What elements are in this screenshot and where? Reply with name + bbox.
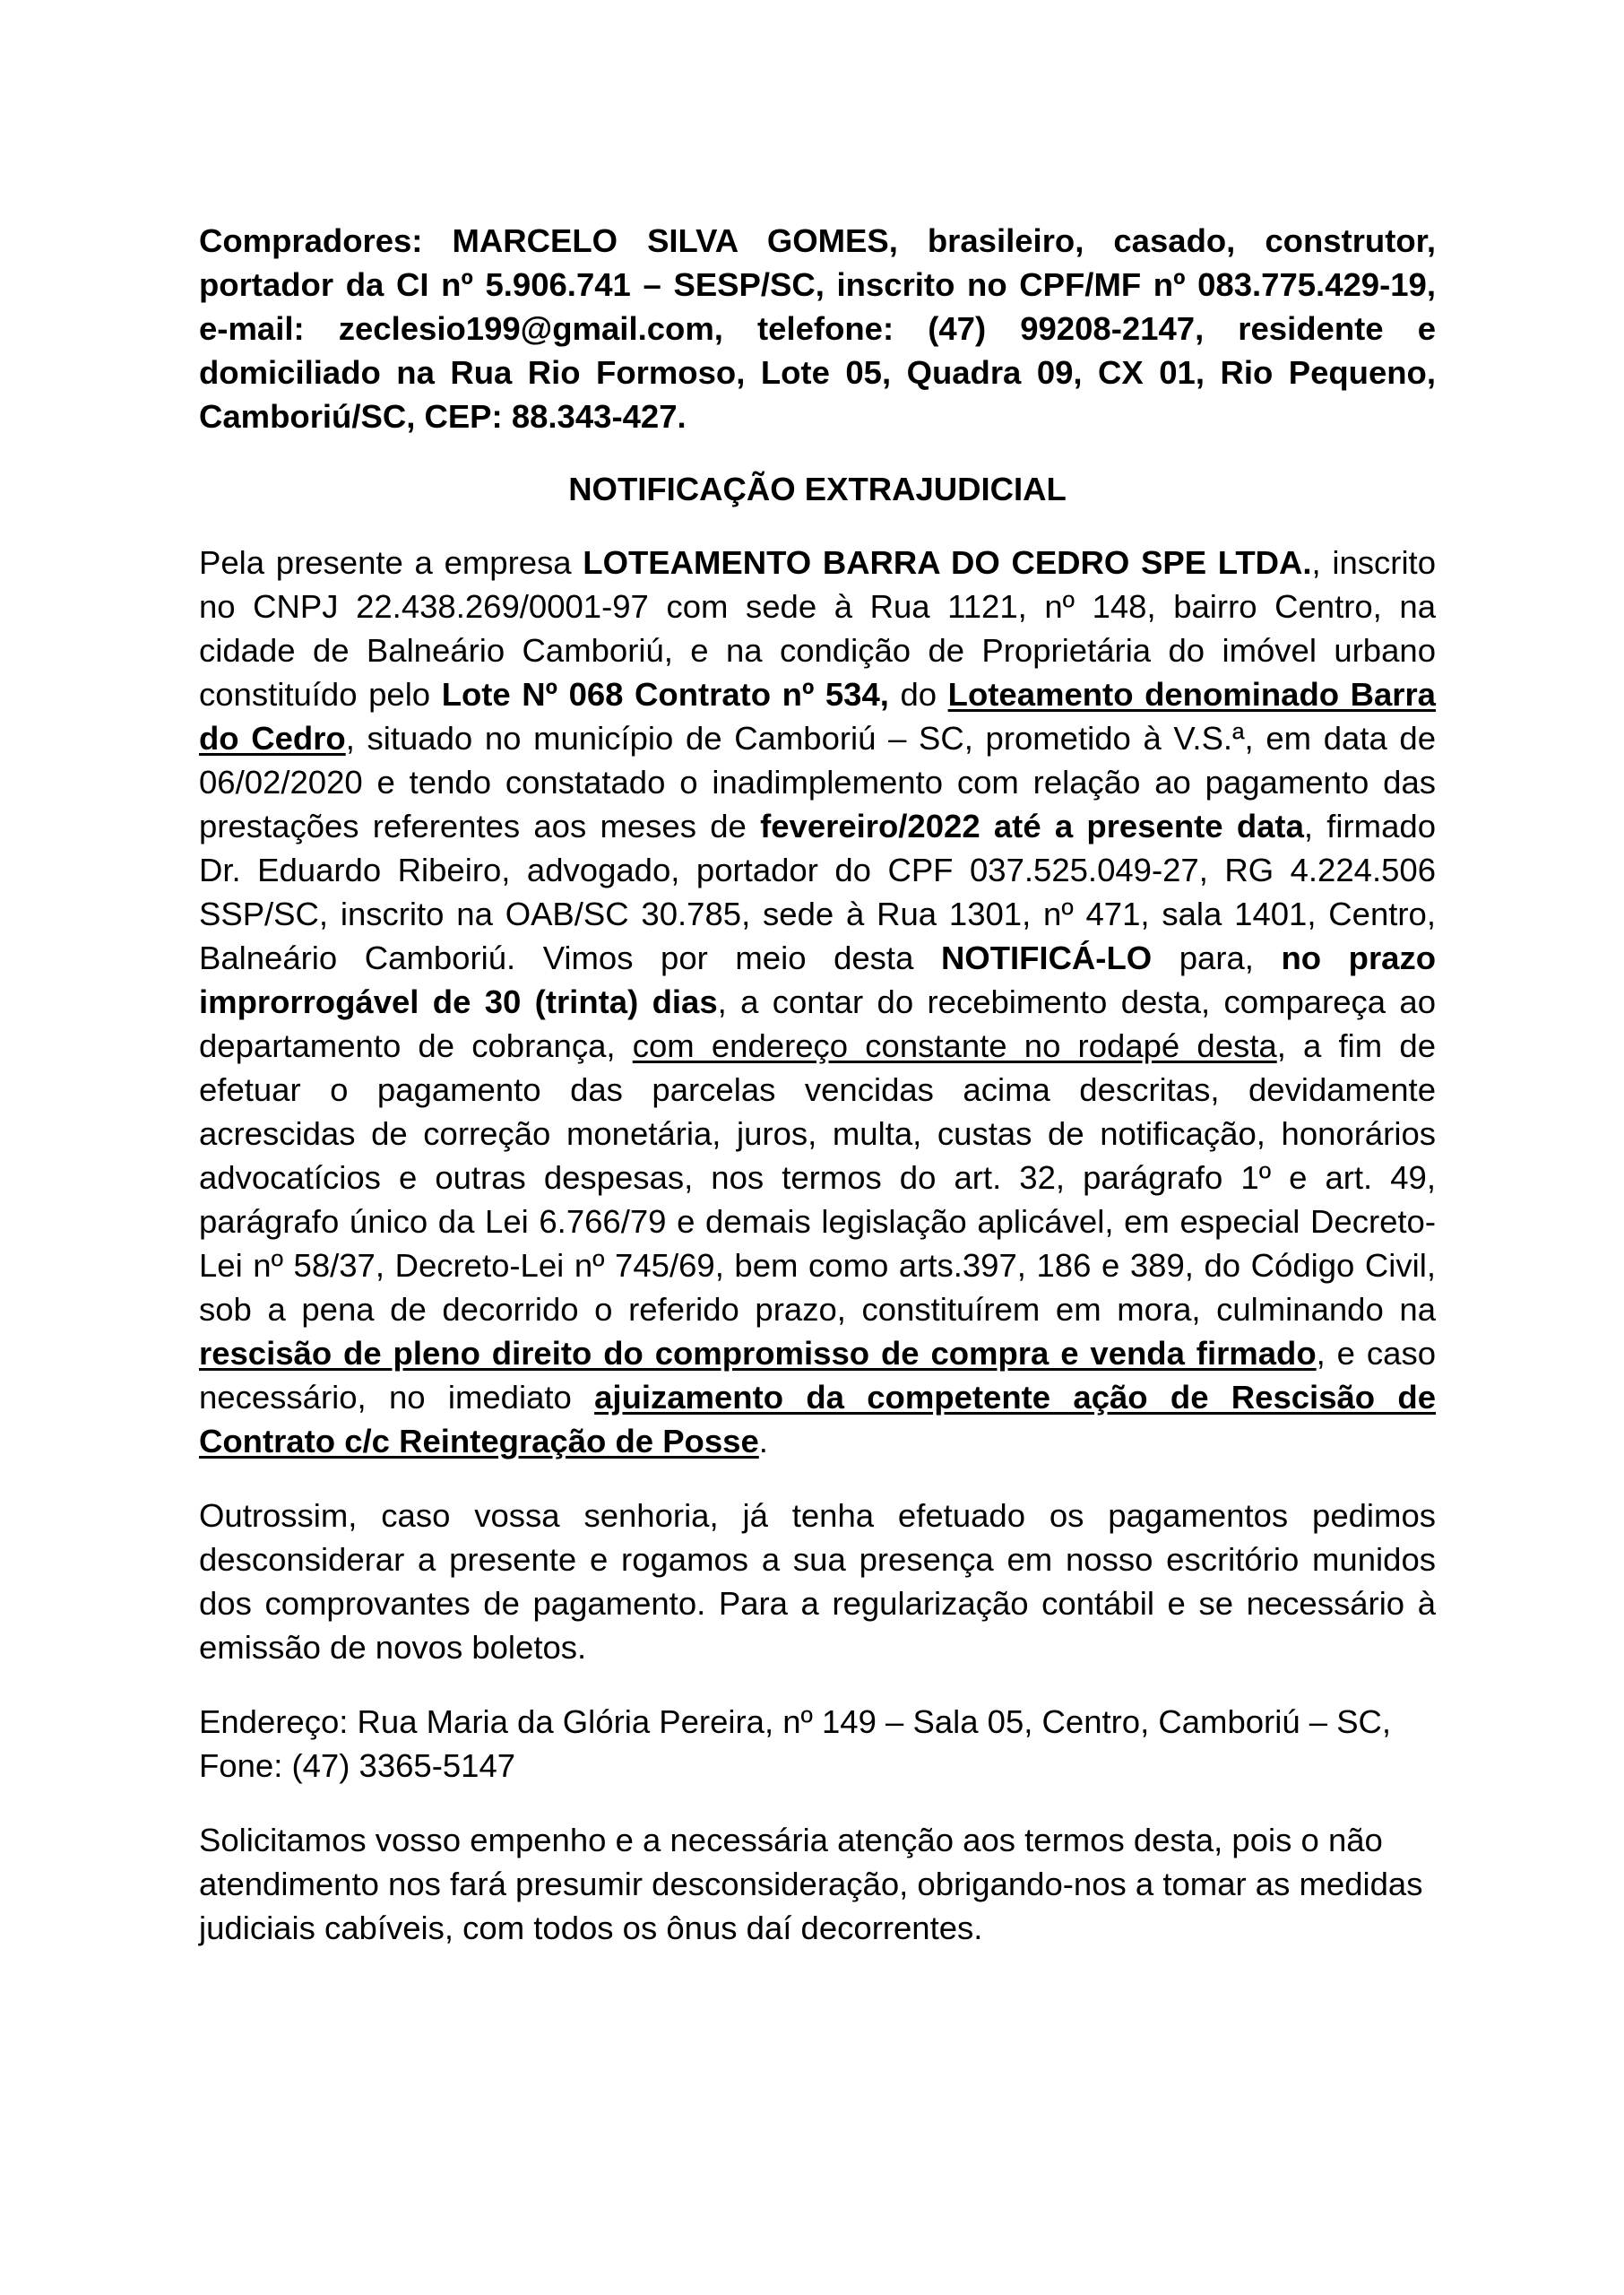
body-text: . (758, 1423, 768, 1459)
address-line: Endereço: Rua Maria da Glória Pereira, nº 149 – Sala 05, Centro, Camboriú – SC, (199, 1703, 1392, 1740)
phone-line: Fone: (47) 3365-5147 (199, 1747, 516, 1784)
notification-body (199, 541, 1436, 1463)
document-content (199, 219, 1436, 1950)
body-text: do (888, 676, 948, 713)
company-name: LOTEAMENTO BARRA DO CEDRO SPE LTDA. (583, 544, 1312, 581)
notify-keyword: NOTIFICÁ-LO (940, 940, 1153, 976)
document-title: NOTIFICAÇÃO EXTRAJUDICIAL (568, 471, 1067, 507)
body-text: , e caso necessário, no imediato (199, 1335, 1436, 1416)
address-paragraph (199, 1700, 1436, 1788)
buyers-paragraph (199, 219, 1436, 438)
buyers-label: Compradores: (199, 222, 423, 259)
overdue-period: fevereiro/2022 até a presente data (760, 808, 1304, 844)
rescission-wrapper (199, 1335, 1317, 1372)
body-text: , a fim de efetuar o pagamento das parcelas vencidas acima descritas, devidamente acrescidas de correção monetária, juros, multa, custas de notificação, honorários advocatícios e outras despesas, nos termos do art. 32, parágrafo 1º e art. 49, parágrafo único da Lei 6.766/79 e demais legislação aplicável, em especial Decreto-Lei nº 58/37, Decreto-Lei nº 745/69, bem como arts.397, 186 e 389, do Código Civil, sob a pena de decorrido o referido prazo, constituírem em mora, culminando na (199, 1027, 1436, 1328)
payment-note-paragraph: Outrossim, caso vossa senhoria, já tenha efetuado os pagamentos pedimos desconsiderar a presente e rogamos a sua presença em nosso escritório munidos dos comprovantes de pagamento. Para a regularização contábil e se necessário à emissão de novos boletos. (199, 1497, 1436, 1666)
development-name: Loteamento denominado Barra do Cedro (199, 676, 1436, 757)
body-text: para, (1152, 940, 1282, 976)
closing-paragraph: Solicitamos vosso empenho e a necessária atenção aos termos desta, pois o não atendimento nos fará presumir desconsideração, obrigando-nos a tomar as medidas judiciais cabíveis, com todos os ônus daí decorrentes. (199, 1822, 1423, 1946)
rescission-clause: rescisão de pleno direito do compromisso de compra e venda firmado (199, 1335, 1317, 1372)
body-text: , inscrito no CNPJ 22.438.269/0001-97 com sede à Rua 1121, nº 148, bairro Centro, na cidade de Balneário Camboriú, e na condição de Proprietária do imóvel urbano constituído pelo (199, 544, 1436, 713)
footer-address-reference: com endereço constante no rodapé desta (632, 1027, 1277, 1064)
body-text: Pela presente a empresa (199, 544, 583, 581)
buyers-details: MARCELO SILVA GOMES, brasileiro, casado, construtor, portador da CI nº 5.906.741 – SESP/SC, inscrito no CPF/MF nº 083.775.429-19, e-mail: zeclesio199@gmail.com, telefone: (47) 99208-2147, residente e domiciliado na Rua Rio Formoso, Lote 05, Quadra 09, CX 01, Rio Pequeno, Camboriú/SC, CEP: 88.343-427. (199, 222, 1436, 435)
body-text: , firmado Dr. Eduardo Ribeiro, advogado, portador do CPF 037.525.049-27, RG 4.224.506 SSP/SC, inscrito na OAB/SC 30.785, sede à Rua 1301, nº 471, sala 1401, Centro, Balneário Camboriú. Vimos por meio desta (199, 808, 1436, 976)
body-text: , a contar do recebimento desta, compareça ao departamento de cobrança, (199, 983, 1436, 1064)
body-text: , situado no município de Camboriú – SC, prometido à V.S.ª, em data de 06/02/2020 e tendo constatado o inadimplemento com relação ao pagamento das prestações referentes aos meses de (199, 720, 1436, 844)
deadline: no prazo improrrogável de 30 (trinta) dias (199, 940, 1437, 1020)
lot-contract: Lote Nº 068 Contrato nº 534, (441, 676, 889, 713)
lawsuit-clause: ajuizamento da competente ação de Rescisão de Contrato c/c Reintegração de Posse (199, 1379, 1436, 1459)
